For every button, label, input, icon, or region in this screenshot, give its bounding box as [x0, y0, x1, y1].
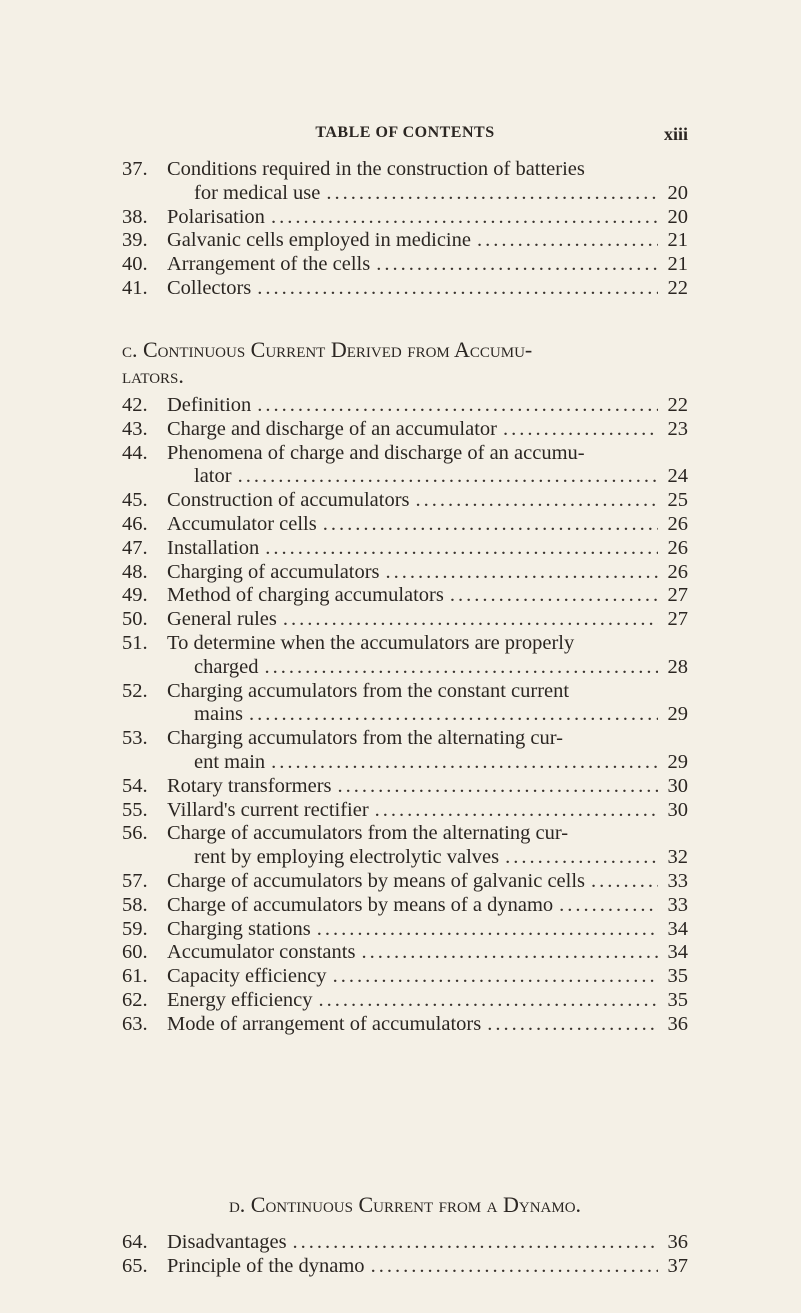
- toc-entry-page: 23: [667, 417, 688, 440]
- toc-entry-last-line: [167, 703, 688, 727]
- toc-entry-page: 33: [667, 893, 688, 916]
- toc-entry-page: 32: [667, 846, 688, 869]
- toc-entry-number: 52.: [122, 679, 148, 702]
- toc-entry-last-line: [167, 656, 688, 680]
- toc-entry-title-line: for medical use: [194, 181, 321, 204]
- dot-leader: [477, 229, 658, 253]
- dot-leader: [375, 799, 658, 823]
- toc-entry-title-line: General rules: [167, 608, 277, 631]
- section-heading-d: [122, 1192, 688, 1218]
- toc-entry-number: 40.: [122, 253, 148, 276]
- dot-leader: [319, 989, 658, 1013]
- dot-leader: [238, 465, 658, 489]
- toc-entry-title-line: Definition: [167, 394, 252, 416]
- toc-entry: [122, 965, 688, 989]
- toc-entry-last-line: [167, 584, 688, 608]
- toc-entry: [122, 608, 688, 632]
- toc-entry-number: 53.: [122, 727, 148, 750]
- toc-entry-title-line: Rotary transformers: [167, 774, 332, 797]
- running-head-page-number: xiii: [663, 124, 688, 144]
- toc-entry-page: 29: [667, 750, 688, 773]
- toc-entry: [122, 894, 688, 918]
- toc-entry-title-line: Charge and discharge of an accumulator: [167, 417, 497, 440]
- toc-group-accumulators: [122, 394, 688, 1037]
- toc-entry-number: 42.: [122, 394, 148, 416]
- toc-entry-title-line: Conditions required in the construction of batteries: [167, 158, 585, 180]
- toc-entry-title-line: Accumulator cells: [167, 512, 317, 535]
- toc-entry: [122, 418, 688, 442]
- toc-entry-title-line: Villard's current rectifier: [167, 798, 369, 821]
- toc-entry-number: 46.: [122, 512, 148, 535]
- toc-group-batteries: [122, 158, 688, 301]
- toc-entry: [122, 537, 688, 561]
- toc-entry-title-line: Method of charging accumulators: [167, 584, 444, 607]
- toc-entry-title-line: Charging accumulators from the constant current: [167, 679, 570, 702]
- toc-entry-number: 48.: [122, 560, 148, 583]
- toc-entry-last-line: [167, 465, 688, 489]
- toc-entry-title-line: Arrangement of the cells: [167, 253, 371, 276]
- dot-leader: [271, 751, 658, 775]
- toc-entry-last-line: [167, 229, 688, 253]
- toc-entry-last-line: [167, 846, 688, 870]
- toc-entry-page: 35: [667, 965, 688, 988]
- toc-entry-number: 37.: [122, 158, 148, 180]
- toc-entry: [122, 489, 688, 513]
- dot-leader: [257, 394, 658, 418]
- toc-entry-page: 20: [667, 205, 688, 228]
- toc-entry: [122, 584, 688, 608]
- toc-entry-number: 39.: [122, 229, 148, 252]
- toc-entry-number: 58.: [122, 893, 148, 916]
- toc-entry-number: 57.: [122, 869, 148, 892]
- dot-leader: [317, 918, 658, 942]
- toc-entry-number: 47.: [122, 536, 148, 559]
- running-head-title: TABLE OF CONTENTS: [315, 124, 495, 141]
- toc-entry: [122, 632, 688, 680]
- dot-leader: [249, 703, 658, 727]
- toc-entry-number: 61.: [122, 965, 148, 988]
- toc-entry-number: 41.: [122, 276, 148, 299]
- toc-entry-last-line: [167, 870, 688, 894]
- toc-entry: [122, 775, 688, 799]
- toc-entry: [122, 989, 688, 1013]
- toc-entry-last-line: [167, 489, 688, 513]
- toc-entry: [122, 394, 688, 418]
- toc-entry-last-line: [167, 894, 688, 918]
- toc-entry: [122, 253, 688, 277]
- toc-entry-number: 65.: [122, 1254, 148, 1277]
- toc-entry-page: 30: [667, 798, 688, 821]
- toc-entry-title-line: mains: [194, 703, 243, 726]
- toc-entry: [122, 680, 688, 728]
- toc-entry-last-line: [167, 1013, 688, 1037]
- toc-entry-last-line: [167, 918, 688, 942]
- toc-entry-page: 37: [667, 1254, 688, 1277]
- toc-entry-last-line: [167, 253, 688, 277]
- toc-entry-last-line: [167, 1231, 688, 1255]
- toc-entry-number: 56.: [122, 822, 148, 845]
- toc-entry-last-line: [167, 206, 688, 230]
- toc-entry: [122, 206, 688, 230]
- toc-entry-title-line: Charging stations: [167, 917, 311, 940]
- toc-entry-last-line: [167, 561, 688, 585]
- dot-leader: [505, 846, 658, 870]
- dot-leader: [487, 1013, 658, 1037]
- dot-leader: [416, 489, 658, 513]
- toc-entry-last-line: [167, 608, 688, 632]
- toc-entry-number: 45.: [122, 489, 148, 512]
- toc-entry: [122, 229, 688, 253]
- dot-leader: [591, 870, 658, 894]
- toc-entry-number: 59.: [122, 917, 148, 940]
- toc-entry-last-line: [167, 751, 688, 775]
- toc-entry: [122, 870, 688, 894]
- dot-leader: [283, 608, 658, 632]
- toc-entry-number: 50.: [122, 608, 148, 631]
- toc-entry-page: 34: [667, 917, 688, 940]
- toc-entry-last-line: [167, 277, 688, 301]
- toc-entry: [122, 442, 688, 490]
- toc-entry-page: 34: [667, 941, 688, 964]
- toc-entry-title-line: Mode of arrangement of accumulators: [167, 1012, 482, 1035]
- toc-entry: [122, 918, 688, 942]
- toc-entry-title-line: charged: [194, 655, 259, 678]
- toc-entry-page: 30: [667, 774, 688, 797]
- toc-group-dynamo: [122, 1231, 688, 1279]
- dot-leader: [450, 584, 658, 608]
- toc-entry-page: 21: [667, 253, 688, 276]
- toc-entry-page: 29: [667, 703, 688, 726]
- toc-entry-last-line: [167, 394, 688, 418]
- toc-entry: [122, 822, 688, 870]
- toc-entry-page: 26: [667, 560, 688, 583]
- toc-entry-last-line: [167, 537, 688, 561]
- dot-leader: [293, 1231, 658, 1255]
- toc-entry-title-line: Charging accumulators from the alternating cur-: [167, 727, 563, 750]
- toc-entry-title-line: Charge of accumulators by means of galvanic cells: [167, 869, 586, 892]
- toc-entry-title-line: Energy efficiency: [167, 988, 313, 1011]
- toc-entry: [122, 1013, 688, 1037]
- toc-entry-number: 55.: [122, 798, 148, 821]
- toc-entry-last-line: [167, 799, 688, 823]
- section-heading-c-line1: c. Continuous Current Derived from Accumu-: [122, 337, 533, 362]
- toc-entry-page: 36: [667, 1231, 688, 1253]
- toc-entry-last-line: [167, 513, 688, 537]
- toc-entry-number: 62.: [122, 988, 148, 1011]
- toc-entry-number: 38.: [122, 205, 148, 228]
- toc-entry-title-line: Phenomena of charge and discharge of an accumu-: [167, 441, 585, 464]
- toc-entry-page: 26: [667, 512, 688, 535]
- toc-entry: [122, 941, 688, 965]
- toc-entry-page: 27: [667, 608, 688, 631]
- dot-leader: [333, 965, 658, 989]
- toc-entry-last-line: [167, 941, 688, 965]
- toc-entry-number: 60.: [122, 941, 148, 964]
- toc-entry-number: 63.: [122, 1012, 148, 1035]
- toc-entry-last-line: [167, 418, 688, 442]
- toc-entry: [122, 799, 688, 823]
- toc-entry: [122, 513, 688, 537]
- toc-entry-page: 35: [667, 988, 688, 1011]
- toc-entry: [122, 727, 688, 775]
- toc-entry-page: 25: [667, 489, 688, 512]
- toc-entry-page: 36: [667, 1012, 688, 1035]
- toc-entry-page: 33: [667, 869, 688, 892]
- toc-entry-page: 22: [667, 276, 688, 299]
- toc-entry-page: 20: [667, 181, 688, 204]
- dot-leader: [559, 894, 658, 918]
- toc-entry-number: 51.: [122, 631, 148, 654]
- toc-entry: [122, 277, 688, 301]
- dot-leader: [361, 941, 658, 965]
- section-heading-c: [122, 337, 688, 389]
- toc-entry-last-line: [167, 989, 688, 1013]
- toc-entry: [122, 1231, 688, 1255]
- dot-leader: [503, 418, 658, 442]
- dot-leader: [257, 277, 658, 301]
- toc-entry-page: 22: [667, 394, 688, 416]
- toc-entry-page: 26: [667, 536, 688, 559]
- toc-entry-page: 27: [667, 584, 688, 607]
- toc-entry-title-line: Principle of the dynamo: [167, 1254, 365, 1277]
- toc-entry: [122, 158, 688, 206]
- dot-leader: [386, 561, 658, 585]
- dot-leader: [323, 513, 658, 537]
- dot-leader: [326, 182, 658, 206]
- dot-leader: [265, 537, 658, 561]
- toc-entry-page: 28: [667, 655, 688, 678]
- toc-entry-number: 44.: [122, 441, 148, 464]
- toc-entry-title-line: Installation: [167, 536, 260, 559]
- section-heading-d-text: d. Continuous Current from a Dynamo.: [228, 1192, 582, 1217]
- dot-leader: [371, 1255, 658, 1279]
- toc-entry-title-line: Charge of accumulators by means of a dynamo: [167, 893, 554, 916]
- toc-entry-last-line: [167, 182, 688, 206]
- toc-entry-title-line: To determine when the accumulators are properly: [167, 631, 575, 654]
- toc-entry-title-line: Galvanic cells employed in medicine: [167, 229, 471, 252]
- dot-leader: [376, 253, 658, 277]
- dot-leader: [271, 206, 658, 230]
- section-heading-c-line2: lators.: [122, 363, 184, 388]
- toc-entry-page: 24: [667, 465, 688, 488]
- toc-entry-title-line: Accumulator constants: [167, 941, 356, 964]
- toc-entry-number: 49.: [122, 584, 148, 607]
- toc-entry: [122, 561, 688, 585]
- toc-entry-title-line: ent main: [194, 750, 266, 773]
- toc-entry-title-line: lator: [194, 465, 232, 488]
- toc-entry-page: 21: [667, 229, 688, 252]
- toc-entry-title-line: Disadvantages: [167, 1231, 287, 1253]
- toc-entry-title-line: Polarisation: [167, 205, 265, 228]
- toc-entry-number: 43.: [122, 417, 148, 440]
- toc-entry-title-line: Construction of accumulators: [167, 489, 410, 512]
- toc-entry-title-line: Charge of accumulators from the alternating cur-: [167, 822, 569, 845]
- dot-leader: [265, 656, 658, 680]
- running-head: [122, 124, 688, 148]
- toc-entry-title-line: Collectors: [167, 276, 252, 299]
- toc-entry-title-line: Capacity efficiency: [167, 965, 327, 988]
- toc-entry-title-line: Charging of accumulators: [167, 560, 380, 583]
- toc-entry: [122, 1255, 688, 1279]
- toc-entry-last-line: [167, 1255, 688, 1279]
- toc-entry-title-line: rent by employing electrolytic valves: [194, 846, 500, 869]
- toc-entry-number: 54.: [122, 774, 148, 797]
- toc-entry-last-line: [167, 775, 688, 799]
- dot-leader: [338, 775, 658, 799]
- toc-entry-number: 64.: [122, 1231, 148, 1253]
- toc-entry-last-line: [167, 965, 688, 989]
